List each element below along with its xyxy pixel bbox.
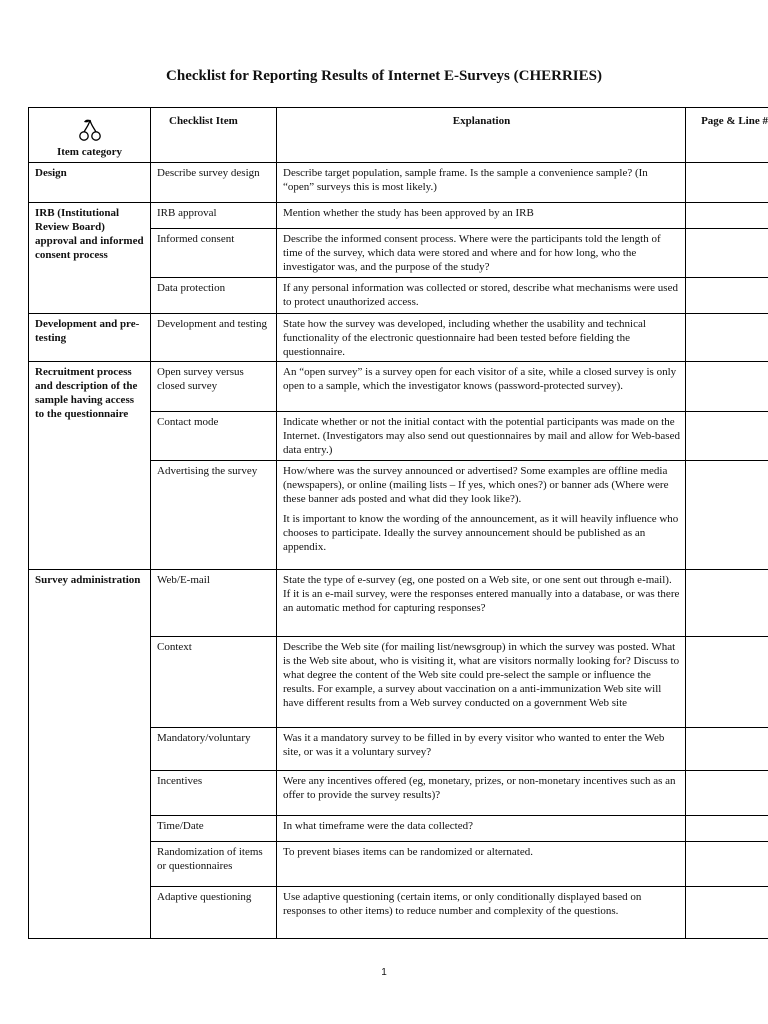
explanation-cell (277, 570, 686, 637)
checklist-item-cell: Contact mode (151, 412, 277, 461)
cherries-checklist-table (28, 107, 768, 939)
explanation-paragraph: Describe target population, sample frame. Is the sample a convenience sample? (In “open” surveys this is most likely.) (283, 167, 648, 193)
checklist-item-cell: Development and testing (151, 314, 277, 362)
checklist-item-cell: Web/E-mail (151, 570, 277, 637)
item-category-cell: Design (29, 163, 151, 203)
page-line-cell[interactable] (686, 842, 768, 887)
explanation-paragraph: State the type of e-survey (eg, one posted on a Web site, or one sent out through e-mail). If it is an e-mail survey, were the responses entered manually into a database, or was there an automatic method for capturing responses? (283, 574, 680, 614)
checklist-item-cell: Randomization of items or questionnaires (151, 842, 277, 887)
page-line-cell[interactable] (686, 570, 768, 637)
explanation-cell (277, 229, 686, 278)
item-category-cell: Survey administration (29, 570, 151, 939)
page-line-cell[interactable] (686, 887, 768, 939)
page-line-cell[interactable] (686, 314, 768, 362)
header-page-line: Page & Line # (686, 108, 768, 163)
page-line-cell[interactable] (686, 637, 768, 728)
explanation-paragraph: Indicate whether or not the initial contact with the potential participants was made on the Internet. (Investigators may also send out questionnaires by mail and allow for Web-based data entry.) (283, 416, 680, 456)
cherries-icon (78, 118, 102, 142)
table-row (29, 570, 768, 637)
table-body (29, 163, 768, 939)
table-header-row (29, 108, 768, 163)
explanation-paragraph: How/where was the survey announced or advertised? Some examples are offline media (newspapers), or online (mailing lists – If yes, which ones?) or banner ads (Where were these banner ads posted and what did they look like?). (283, 465, 669, 505)
explanation-cell (277, 842, 686, 887)
item-category-cell: IRB (Institutional Review Board) approval and informed consent process (29, 203, 151, 314)
explanation-paragraph: An “open survey” is a survey open for each visitor of a site, while a closed survey is only open to a sample, which the investigator knows (password-protected survey). (283, 366, 677, 392)
page-line-cell[interactable] (686, 771, 768, 816)
explanation-paragraph: State how the survey was developed, including whether the usability and technical functionality of the electronic questionnaire had been tested before fielding the questionnaire. (283, 318, 646, 358)
explanation-cell (277, 461, 686, 570)
explanation-cell (277, 278, 686, 314)
checklist-item-cell: Describe survey design (151, 163, 277, 203)
explanation-paragraph: Use adaptive questioning (certain items, or only conditionally displayed based on responses to other items) to reduce number and complexity of the questions. (283, 891, 642, 917)
explanation-paragraph: Were any incentives offered (eg, monetary, prizes, or non-monetary incentives such as an offer to provide the survey results)? (283, 775, 676, 801)
explanation-cell (277, 362, 686, 412)
explanation-cell (277, 412, 686, 461)
page-line-cell[interactable] (686, 203, 768, 229)
explanation-paragraph: To prevent biases items can be randomized or alternated. (283, 846, 533, 858)
page-line-cell[interactable] (686, 816, 768, 842)
header-explanation: Explanation (277, 108, 686, 163)
header-category (29, 108, 151, 163)
page-line-cell[interactable] (686, 163, 768, 203)
explanation-cell (277, 887, 686, 939)
table-row (29, 362, 768, 412)
explanation-paragraph: If any personal information was collected or stored, describe what mechanisms were used to protect unauthorized access. (283, 282, 678, 308)
table-row (29, 163, 768, 203)
explanation-cell (277, 728, 686, 771)
checklist-item-cell: Time/Date (151, 816, 277, 842)
checklist-item-cell: Context (151, 637, 277, 728)
explanation-cell (277, 314, 686, 362)
checklist-item-cell: Incentives (151, 771, 277, 816)
checklist-item-cell: Advertising the survey (151, 461, 277, 570)
explanation-cell (277, 816, 686, 842)
page-line-cell[interactable] (686, 362, 768, 412)
explanation-paragraph: Mention whether the study has been approved by an IRB (283, 207, 534, 219)
item-category-cell: Recruitment process and description of the sample having access to the questionnaire (29, 362, 151, 570)
checklist-item-cell: Adaptive questioning (151, 887, 277, 939)
checklist-item-cell: IRB approval (151, 203, 277, 229)
header-category-label: Item category (56, 146, 123, 158)
table-row (29, 203, 768, 229)
document-title: Checklist for Reporting Results of Internet E-Surveys (CHERRIES) (166, 68, 602, 84)
checklist-item-cell: Data protection (151, 278, 277, 314)
item-category-cell: Development and pre-testing (29, 314, 151, 362)
explanation-paragraph: Describe the informed consent process. Where were the participants told the length of time of the survey, which data were stored and where and for how long, who the investigator was, and the purpose of the study? (283, 233, 661, 273)
explanation-cell (277, 637, 686, 728)
page-line-cell[interactable] (686, 461, 768, 570)
page-line-cell[interactable] (686, 278, 768, 314)
explanation-cell (277, 203, 686, 229)
page-number: 1 (381, 967, 387, 978)
explanation-cell (277, 771, 686, 816)
explanation-paragraph: Describe the Web site (for mailing list/newsgroup) in which the survey was posted. What is the Web site about, who is visiting it, what are visitors normally looking for? Discuss to what degree the content of the Web site could pre-select the sample or influence the results. For example, a survey about vaccination on a anti-immunization Web site will have different results from a Web survey conducted on a government Web site (283, 641, 680, 709)
explanation-cell (277, 163, 686, 203)
header-item: Checklist Item (151, 108, 277, 163)
page-line-cell[interactable] (686, 412, 768, 461)
checklist-item-cell: Mandatory/voluntary (151, 728, 277, 771)
checklist-item-cell: Informed consent (151, 229, 277, 278)
page-line-cell[interactable] (686, 229, 768, 278)
explanation-paragraph: It is important to know the wording of the announcement, as it will heavily influence who chooses to participate. Ideally the survey announcement should be published as an appendix. (283, 513, 679, 553)
table-row (29, 314, 768, 362)
explanation-paragraph: In what timeframe were the data collected? (283, 820, 473, 832)
explanation-paragraph: Was it a mandatory survey to be filled in by every visitor who wanted to enter the Web site, or was it a voluntary survey? (283, 732, 665, 758)
page-line-cell[interactable] (686, 728, 768, 771)
checklist-item-cell: Open survey versus closed survey (151, 362, 277, 412)
